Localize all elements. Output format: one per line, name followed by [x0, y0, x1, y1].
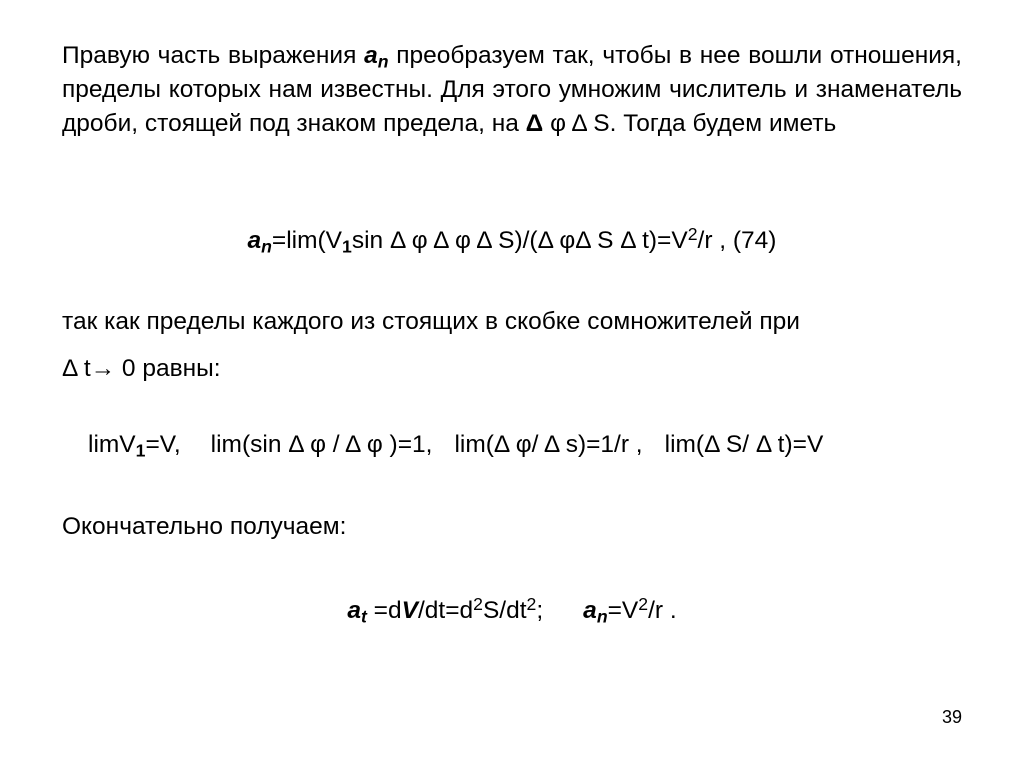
intro-text-2: преобразуем так, чтобы в нее вошли отношения, пределы которых нам известны. Для этого умножим числитель и знаменатель дроби, стоящей под знаком предела, на — [62, 42, 962, 137]
tangential-acceleration: $a_t =dV/dt=d^2S/dt^2$; — [347, 594, 544, 627]
limit-sin: lim(sin Δ φ / Δ φ )=1, — [210, 431, 433, 458]
intro-paragraph — [62, 39, 962, 141]
intro-text-1: Правую часть выражения — [62, 42, 365, 69]
equation-74 — [0, 224, 1024, 258]
an-symbol: $a_n$ — [364, 42, 389, 72]
intro-text-4: φ Δ S. Тогда будем иметь — [543, 110, 837, 137]
limit-velocity: lim(Δ S/ Δ t)=V — [664, 431, 824, 458]
middle-line-2: Δ t→ 0 равны: — [62, 355, 221, 382]
limit-v1: limV$_1$=V, — [88, 431, 181, 461]
middle-line-1: так как пределы каждого из стоящих в скобке сомножителей при — [62, 308, 800, 335]
eq74-v-sub: 1 — [342, 236, 352, 257]
final-label: Окончательно получаем: — [62, 513, 347, 540]
eq74-part-1: =lim(V — [271, 227, 343, 254]
eq74-part-2: sin Δ φ Δ φ Δ S)/(Δ φΔ S Δ t)=V — [351, 227, 688, 254]
middle-paragraph — [62, 305, 962, 386]
page-number: 39 — [941, 707, 962, 727]
limits-line — [88, 428, 823, 462]
normal-acceleration: $a_n=V^2/r$ . — [583, 594, 677, 627]
eq74-sup: 2 — [687, 224, 698, 245]
limit-curvature: lim(Δ φ/ Δ s)=1/r , — [454, 431, 643, 458]
final-formulas — [0, 594, 1024, 628]
an-symbol: $a_n$ — [247, 227, 272, 257]
eq74-part-3: /r , (74) — [697, 227, 777, 254]
delta-symbol: Δ — [525, 110, 544, 137]
